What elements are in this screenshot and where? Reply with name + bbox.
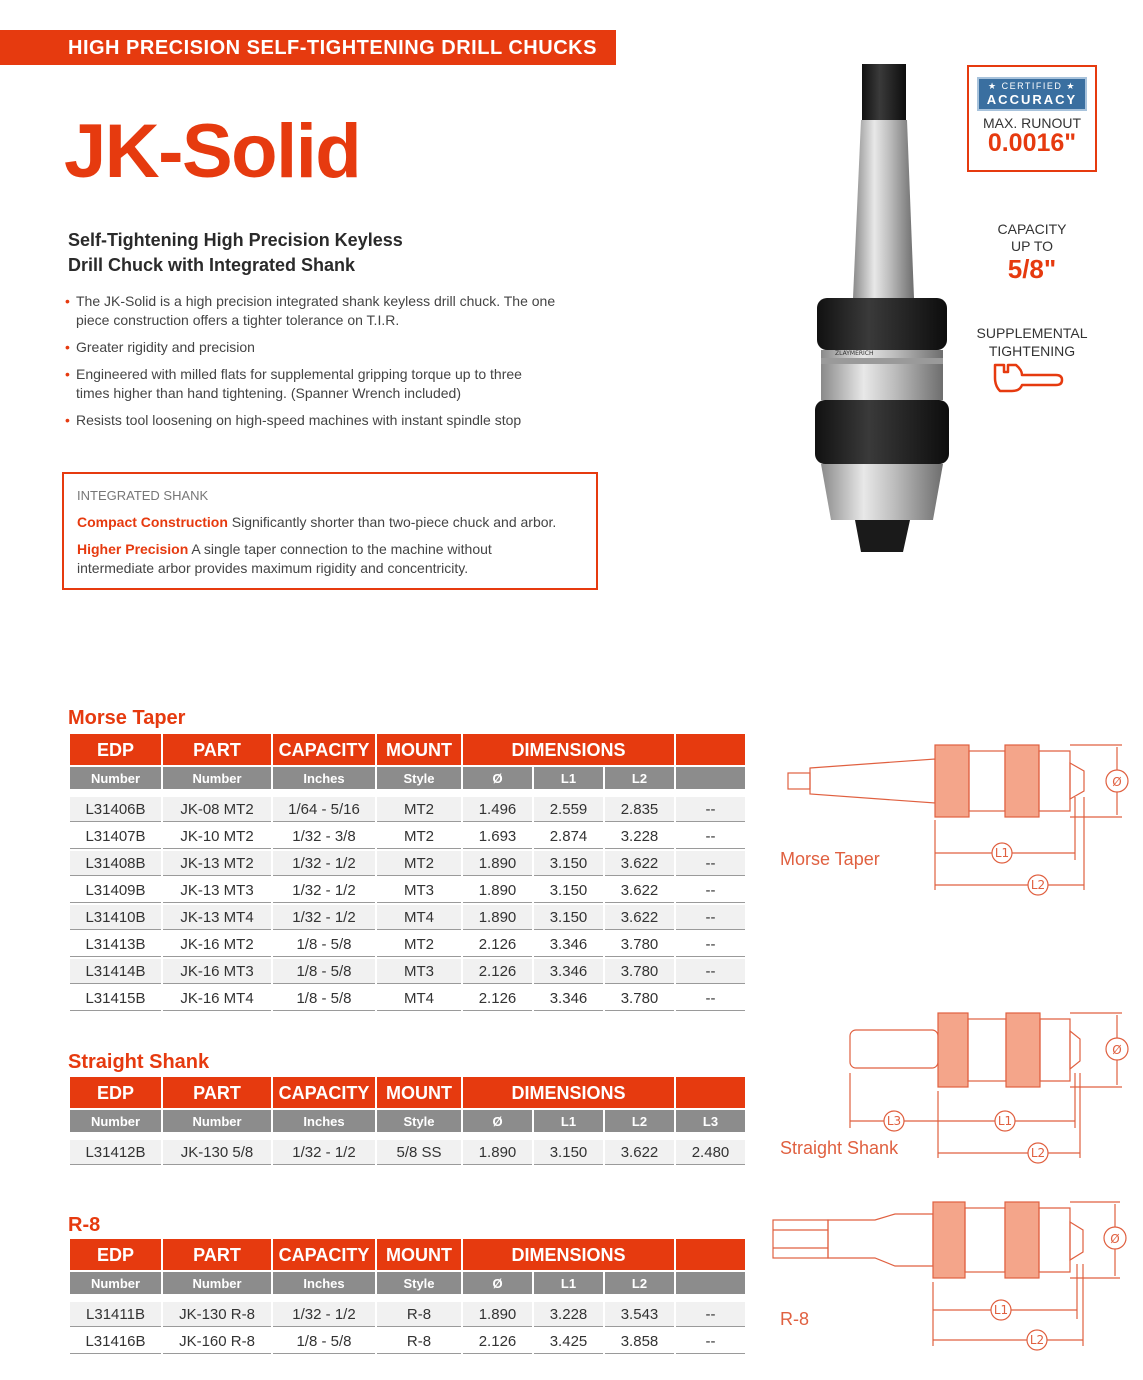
table-cell: L31409B (70, 878, 161, 903)
table-cell: JK-10 MT2 (163, 824, 271, 849)
sub-number: Number (70, 1110, 161, 1132)
morse-taper-rows (70, 797, 745, 1011)
col-capacity: CAPACITY (273, 734, 375, 765)
col-edp: EDP (70, 734, 161, 765)
table-cell: 3.622 (605, 1140, 674, 1165)
table-cell: -- (676, 1302, 745, 1327)
col-blank (676, 734, 745, 765)
table-cell: 1/32 - 1/2 (273, 878, 375, 903)
table-cell: MT4 (377, 905, 461, 930)
col-blank (676, 1239, 745, 1270)
table-cell: JK-130 5/8 (163, 1140, 271, 1165)
table-cell: 2.126 (463, 1329, 532, 1354)
table-cell: -- (676, 1329, 745, 1354)
sub-l2: L2 (605, 1110, 674, 1132)
morse-taper-drawing (780, 735, 1135, 900)
table-cell: 3.346 (534, 932, 603, 957)
table-cell: L31406B (70, 797, 161, 822)
r8-l1-tag: L1 (993, 1303, 1009, 1317)
integrated-item-compact: Compact Construction Significantly shorter than two-piece chuck and arbor. (77, 514, 557, 530)
sub-l1: L1 (534, 1110, 603, 1132)
col-dimensions: DIMENSIONS (463, 1077, 674, 1108)
table-row (70, 878, 745, 903)
table-cell: 3.346 (534, 986, 603, 1011)
table-cell: 2.126 (463, 959, 532, 984)
table-cell: MT2 (377, 797, 461, 822)
table-cell: JK-08 MT2 (163, 797, 271, 822)
table-cell: R-8 (377, 1329, 461, 1354)
table-cell: 2.559 (534, 797, 603, 822)
table-cell: 1/8 - 5/8 (273, 932, 375, 957)
drill-chuck-image (815, 60, 950, 560)
sub-style: Style (377, 1272, 461, 1294)
table-cell: MT4 (377, 986, 461, 1011)
straight-drawing-label: Straight Shank (780, 1138, 899, 1158)
table-row (70, 1329, 745, 1354)
section-banner: HIGH PRECISION SELF-TIGHTENING DRILL CHUCKS (0, 30, 616, 65)
table-row (70, 905, 745, 930)
table-cell: 1/32 - 1/2 (273, 1140, 375, 1165)
sub-l1: L1 (534, 1272, 603, 1294)
certified-seal: ★ CERTIFIED ★ ACCURACY (977, 77, 1087, 111)
col-mount: MOUNT (377, 734, 461, 765)
morse-taper-table (68, 732, 747, 1013)
table-row (70, 986, 745, 1011)
table-cell: -- (676, 797, 745, 822)
table-cell: 1/32 - 3/8 (273, 824, 375, 849)
table-cell: L31407B (70, 824, 161, 849)
table-cell: 3.622 (605, 878, 674, 903)
table-cell: 3.150 (534, 905, 603, 930)
sub-part-number: Number (163, 1272, 271, 1294)
feature-item: • Engineered with milled flats for supplemental gripping torque up to three times higher than hand tightening. (Spanner Wrench included) (65, 365, 585, 403)
col-part: PART (163, 1077, 271, 1108)
straight-shank-table (68, 1075, 747, 1167)
table-cell: 2.126 (463, 986, 532, 1011)
table-row (70, 932, 745, 957)
table-cell: MT3 (377, 959, 461, 984)
table-cell: 3.425 (534, 1329, 603, 1354)
table-cell: 1.890 (463, 1302, 532, 1327)
table-cell: 3.858 (605, 1329, 674, 1354)
sub-dia: Ø (463, 767, 532, 789)
table-cell: 3.150 (534, 851, 603, 876)
table-cell: -- (676, 851, 745, 876)
table-cell: MT2 (377, 824, 461, 849)
table-cell: JK-160 R-8 (163, 1329, 271, 1354)
morse-dia-tag: Ø (1112, 775, 1122, 789)
straight-l3-tag: L3 (886, 1114, 902, 1128)
table-cell: 1/8 - 5/8 (273, 1329, 375, 1354)
table-cell: 3.780 (605, 932, 674, 957)
capacity-value: 5/8" (1007, 254, 1057, 284)
product-title: JK-Solid (64, 109, 361, 194)
morse-l2-tag: L2 (1030, 878, 1046, 892)
sub-part-number: Number (163, 1110, 271, 1132)
table-cell: 2.835 (605, 797, 674, 822)
sub-inches: Inches (273, 1110, 375, 1132)
sub-part-number: Number (163, 767, 271, 789)
col-dimensions: DIMENSIONS (463, 734, 674, 765)
sub-style: Style (377, 767, 461, 789)
product-subtitle (68, 228, 468, 278)
integrated-heading: INTEGRATED SHANK (77, 488, 209, 503)
col-edp: EDP (70, 1239, 161, 1270)
table-cell: 3.543 (605, 1302, 674, 1327)
sub-inches: Inches (273, 767, 375, 789)
r8-drawing-label: R-8 (780, 1309, 810, 1329)
table-cell: 2.480 (676, 1140, 745, 1165)
straight-shank-rows (70, 1140, 745, 1165)
table-cell: 3.228 (534, 1302, 603, 1327)
subtitle-line-2: Drill Chuck with Integrated Shank (68, 255, 356, 275)
supplemental-callout: SUPPLEMENTAL TIGHTENING (976, 325, 1088, 359)
r8-rows (70, 1302, 745, 1354)
table-cell: -- (676, 878, 745, 903)
col-blank (676, 1077, 745, 1108)
table-cell: 1/32 - 1/2 (273, 851, 375, 876)
r8-l2-tag: L2 (1029, 1333, 1045, 1347)
sub-blank (676, 1272, 745, 1294)
table-cell: 2.126 (463, 932, 532, 957)
table-cell: MT3 (377, 878, 461, 903)
table-row (70, 824, 745, 849)
table-cell: 1/64 - 5/16 (273, 797, 375, 822)
svg-text:ZLAYMERICH: ZLAYMERICH (835, 350, 874, 357)
col-capacity: CAPACITY (273, 1239, 375, 1270)
table-cell: 3.150 (534, 878, 603, 903)
table-cell: 1.890 (463, 905, 532, 930)
sub-l1: L1 (534, 767, 603, 789)
table-cell: MT2 (377, 932, 461, 957)
col-mount: MOUNT (377, 1239, 461, 1270)
sub-l2: L2 (605, 1272, 674, 1294)
table-cell: 2.874 (534, 824, 603, 849)
table-cell: JK-16 MT4 (163, 986, 271, 1011)
feature-list (65, 292, 585, 438)
table-row (70, 1302, 745, 1327)
col-dimensions: DIMENSIONS (463, 1239, 674, 1270)
col-mount: MOUNT (377, 1077, 461, 1108)
table-cell: MT2 (377, 851, 461, 876)
table-cell: 1.496 (463, 797, 532, 822)
table-row (70, 959, 745, 984)
col-part: PART (163, 1239, 271, 1270)
table-cell: L31415B (70, 986, 161, 1011)
straight-l2-tag: L2 (1030, 1146, 1046, 1160)
table-cell: -- (676, 959, 745, 984)
table-cell: 1/32 - 1/2 (273, 905, 375, 930)
integrated-item-precision: Higher Precision A single taper connection to the machine without intermediate arbor provides maximum rigidity and concentricity. (77, 541, 492, 576)
table-cell: L31412B (70, 1140, 161, 1165)
table-cell: L31408B (70, 851, 161, 876)
table-cell: JK-130 R-8 (163, 1302, 271, 1327)
feature-item: • The JK-Solid is a high precision integrated shank keyless drill chuck. The one piece construction offers a tighter tolerance on T.I.R. (65, 292, 585, 330)
table-cell: JK-13 MT3 (163, 878, 271, 903)
table-cell: 3.622 (605, 851, 674, 876)
morse-drawing-label: Morse Taper (780, 849, 880, 869)
table-cell: R-8 (377, 1302, 461, 1327)
straight-shank-heading: Straight Shank (68, 1051, 210, 1073)
table-cell: 3.346 (534, 959, 603, 984)
table-cell: L31414B (70, 959, 161, 984)
r8-drawing (765, 1194, 1135, 1374)
certified-accuracy-badge (967, 65, 1097, 172)
table-cell: -- (676, 986, 745, 1011)
feature-item: • Resists tool loosening on high-speed machines with instant spindle stop (65, 411, 585, 430)
morse-taper-heading: Morse Taper (68, 707, 186, 729)
table-row (70, 1140, 745, 1165)
table-cell: L31410B (70, 905, 161, 930)
table-cell: -- (676, 824, 745, 849)
wrench-icon (992, 360, 1066, 394)
table-cell: JK-16 MT2 (163, 932, 271, 957)
table-cell: 3.228 (605, 824, 674, 849)
table-cell: 1.890 (463, 878, 532, 903)
sub-l2: L2 (605, 767, 674, 789)
table-cell: 1.890 (463, 1140, 532, 1165)
capacity-callout: CAPACITY UP TO 5/8" (972, 221, 1092, 283)
runout-label: MAX. RUNOUT (983, 115, 1081, 131)
morse-l1-tag: L1 (994, 846, 1010, 860)
r8-table (68, 1237, 747, 1356)
table-cell: 3.780 (605, 959, 674, 984)
table-cell: 1/32 - 1/2 (273, 1302, 375, 1327)
integrated-shank-box (62, 472, 598, 590)
table-cell: 3.150 (534, 1140, 603, 1165)
table-cell: 3.780 (605, 986, 674, 1011)
col-capacity: CAPACITY (273, 1077, 375, 1108)
sub-number: Number (70, 767, 161, 789)
straight-l1-tag: L1 (997, 1114, 1013, 1128)
table-cell: 1.693 (463, 824, 532, 849)
runout-value: 0.0016" (987, 129, 1077, 157)
straight-shank-drawing (840, 1003, 1135, 1168)
straight-dia-tag: Ø (1112, 1043, 1122, 1057)
table-cell: 1.890 (463, 851, 532, 876)
table-cell: 3.622 (605, 905, 674, 930)
table-cell: -- (676, 932, 745, 957)
table-cell: L31413B (70, 932, 161, 957)
col-edp: EDP (70, 1077, 161, 1108)
r8-heading: R-8 (68, 1214, 101, 1236)
sub-blank (676, 767, 745, 789)
table-cell: 1/8 - 5/8 (273, 986, 375, 1011)
table-row (70, 851, 745, 876)
col-part: PART (163, 734, 271, 765)
table-cell: 5/8 SS (377, 1140, 461, 1165)
sub-l3: L3 (676, 1110, 745, 1132)
table-cell: JK-16 MT3 (163, 959, 271, 984)
feature-item: • Greater rigidity and precision (65, 338, 585, 357)
table-cell: JK-13 MT4 (163, 905, 271, 930)
table-cell: -- (676, 905, 745, 930)
table-cell: 1/8 - 5/8 (273, 959, 375, 984)
sub-dia: Ø (463, 1110, 532, 1132)
table-cell: JK-13 MT2 (163, 851, 271, 876)
subtitle-line-1: Self-Tightening High Precision Keyless (68, 230, 403, 250)
sub-inches: Inches (273, 1272, 375, 1294)
sub-number: Number (70, 1272, 161, 1294)
r8-dia-tag: Ø (1110, 1232, 1120, 1246)
table-cell: L31416B (70, 1329, 161, 1354)
sub-style: Style (377, 1110, 461, 1132)
table-row (70, 797, 745, 822)
sub-dia: Ø (463, 1272, 532, 1294)
table-cell: L31411B (70, 1302, 161, 1327)
